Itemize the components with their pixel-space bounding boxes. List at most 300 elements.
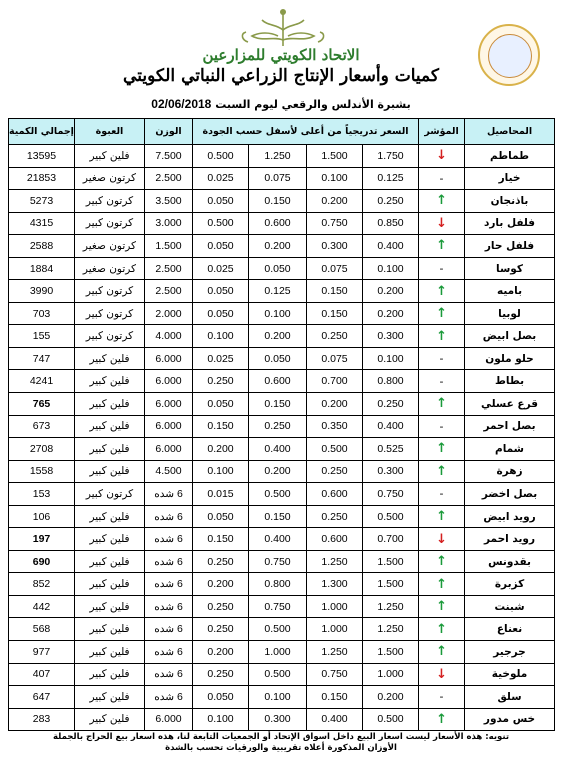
price-value: 0.050 [193,235,249,258]
price-value: 0.100 [249,302,307,325]
trend-indicator [419,550,465,573]
table-row [9,325,555,348]
price-value: 0.800 [363,370,419,393]
price-value: 0.150 [249,190,307,213]
product-name: لوبيا [465,302,555,325]
table-row [9,302,555,325]
price-value: 1.500 [307,145,363,168]
arrow-down-icon: ↓ [436,148,447,164]
subtitle-text: بشبرة الأندلس والرقعي ليوم السبت [215,98,411,111]
table-row [9,573,555,596]
package-type: كرتون كبير [75,212,145,235]
price-value: 0.300 [363,325,419,348]
price-value: 0.800 [249,573,307,596]
price-value: 0.125 [249,280,307,303]
product-name: سلق [465,686,555,709]
weight-value: 2.000 [145,302,193,325]
total-quantity: 5273 [9,190,75,213]
trend-indicator [419,618,465,641]
price-value: 1.500 [363,550,419,573]
total-quantity: 852 [9,573,75,596]
price-value: 0.750 [307,663,363,686]
trend-indicator [419,212,465,235]
table-row [9,641,555,664]
product-name: نعناع [465,618,555,641]
trend-indicator [419,280,465,303]
table-row [9,483,555,506]
product-name: فلفل بارد [465,212,555,235]
price-value: 0.750 [249,595,307,618]
price-value: 1.250 [249,145,307,168]
trend-indicator [419,438,465,461]
product-name: بصل احمر [465,415,555,438]
table-row [9,618,555,641]
total-quantity: 673 [9,415,75,438]
dash-icon: - [439,171,444,185]
total-quantity: 3990 [9,280,75,303]
weight-value: 6 شده [145,595,193,618]
price-value: 0.700 [363,528,419,551]
price-value: 0.250 [307,460,363,483]
total-quantity: 283 [9,708,75,731]
package-type: كرتون كبير [75,280,145,303]
package-type: فلين كبير [75,393,145,416]
weight-value: 6 شده [145,550,193,573]
table-row [9,550,555,573]
table-row [9,393,555,416]
package-type: فلين كبير [75,460,145,483]
table-row [9,438,555,461]
price-value: 1.750 [363,145,419,168]
weight-value: 7.500 [145,145,193,168]
price-value: 0.850 [363,212,419,235]
table-row [9,505,555,528]
price-value: 0.100 [249,686,307,709]
arrow-down-icon: ↓ [436,666,447,682]
price-value: 0.300 [307,235,363,258]
total-quantity: 442 [9,595,75,618]
package-type: كرتون كبير [75,302,145,325]
arrow-up-icon: ↑ [436,711,447,727]
price-value: 1.000 [249,641,307,664]
weight-value: 6 شده [145,505,193,528]
price-value: 0.100 [307,167,363,190]
arrow-up-icon: ↑ [436,644,447,660]
price-value: 1.000 [307,595,363,618]
price-value: 0.300 [249,708,307,731]
total-quantity: 4315 [9,212,75,235]
price-value: 1.000 [363,663,419,686]
price-value: 0.500 [249,663,307,686]
trend-indicator [419,483,465,506]
price-value: 0.015 [193,483,249,506]
arrow-down-icon: ↓ [436,531,447,547]
note-line-1: تنويه: هذه الأسعار ليست اسعار البيع داخل اسواق الإتحاد أو الجمعيات التابعة لنا، هذه اسعار بيع الحراج بالجملة [52,732,510,742]
col-total: إجمالي الكمية [9,119,75,145]
table-row [9,145,555,168]
price-value: 0.150 [307,280,363,303]
price-value: 0.500 [363,505,419,528]
table-row [9,663,555,686]
trend-indicator [419,460,465,483]
price-value: 0.250 [193,618,249,641]
weight-value: 6 شده [145,641,193,664]
product-name: شبنت [465,595,555,618]
price-value: 0.250 [193,370,249,393]
price-value: 0.200 [307,393,363,416]
trend-indicator [419,325,465,348]
trend-indicator [419,257,465,280]
price-value: 0.150 [193,415,249,438]
table-row [9,347,555,370]
trend-indicator [419,235,465,258]
product-name: كوسا [465,257,555,280]
price-value: 0.500 [249,483,307,506]
weight-value: 1.500 [145,235,193,258]
total-quantity: 13595 [9,145,75,168]
total-quantity: 647 [9,686,75,709]
package-type: كرتون كبير [75,190,145,213]
arrow-up-icon: ↑ [436,621,447,637]
product-name: زهرة [465,460,555,483]
table-header-row [9,119,555,145]
weight-value: 6 شده [145,483,193,506]
total-quantity: 703 [9,302,75,325]
price-value: 0.200 [249,235,307,258]
price-value: 1.250 [363,618,419,641]
price-value: 0.200 [249,460,307,483]
trend-indicator [419,347,465,370]
total-quantity: 690 [9,550,75,573]
trend-indicator [419,302,465,325]
price-value: 0.100 [193,325,249,348]
weight-value: 6.000 [145,347,193,370]
price-value: 0.200 [193,438,249,461]
price-value: 0.100 [193,708,249,731]
package-type: فلين كبير [75,573,145,596]
table-row [9,212,555,235]
product-name: خيار [465,167,555,190]
arrow-up-icon: ↑ [436,441,447,457]
package-type: كرتون كبير [75,325,145,348]
price-value: 0.750 [363,483,419,506]
price-value: 0.075 [307,347,363,370]
price-value: 0.050 [193,393,249,416]
report-subtitle [0,97,562,111]
product-name: بصل ابيض [465,325,555,348]
report-date: 02/06/2018 [151,97,212,111]
package-type: فلين كبير [75,618,145,641]
price-value: 1.500 [363,641,419,664]
dash-icon: - [439,419,444,433]
total-quantity: 765 [9,393,75,416]
price-value: 0.025 [193,347,249,370]
product-name: رويد ابيض [465,505,555,528]
price-value: 0.400 [249,438,307,461]
product-name: قرع عسلي [465,393,555,416]
union-name: الاتحاد الكويتي للمزارعين [202,46,360,64]
total-quantity: 106 [9,505,75,528]
price-value: 0.400 [307,708,363,731]
price-value: 0.050 [193,686,249,709]
trend-indicator [419,145,465,168]
col-package: العبوة [75,119,145,145]
price-value: 0.250 [363,393,419,416]
price-value: 0.150 [193,528,249,551]
arrow-up-icon: ↑ [436,599,447,615]
table-row [9,167,555,190]
package-type: كرتون صغير [75,167,145,190]
note-line-2: الأوزان المذكورة أعلاه تقريبية والورقيات تحسب بالشدة [165,743,397,753]
table-row [9,190,555,213]
weight-value: 6 شده [145,618,193,641]
price-value: 0.200 [193,641,249,664]
table-row [9,235,555,258]
price-value: 0.200 [249,325,307,348]
price-value: 1.250 [307,641,363,664]
weight-value: 6 شده [145,573,193,596]
price-value: 0.200 [193,573,249,596]
weight-value: 2.500 [145,280,193,303]
table-row [9,686,555,709]
total-quantity: 747 [9,347,75,370]
price-value: 0.500 [193,145,249,168]
table-row [9,257,555,280]
product-name: كزبرة [465,573,555,596]
arrow-up-icon: ↑ [436,463,447,479]
arrow-up-icon: ↑ [436,283,447,299]
product-name: ملوخية [465,663,555,686]
product-name: بطاط [465,370,555,393]
price-value: 0.150 [249,505,307,528]
weight-value: 3.000 [145,212,193,235]
price-value: 0.250 [193,663,249,686]
price-value: 0.050 [193,190,249,213]
price-value: 0.250 [249,415,307,438]
package-type: فلين كبير [75,663,145,686]
report-header [0,0,562,120]
arrow-up-icon: ↑ [436,554,447,570]
trend-indicator [419,393,465,416]
dash-icon: - [439,374,444,388]
price-value: 0.100 [363,347,419,370]
price-value: 0.100 [363,257,419,280]
package-type: فلين كبير [75,505,145,528]
table-row [9,370,555,393]
weight-value: 4.500 [145,460,193,483]
package-type: كرتون كبير [75,483,145,506]
total-quantity: 2588 [9,235,75,258]
product-name: جرجير [465,641,555,664]
package-type: فلين كبير [75,438,145,461]
col-price: السعر تدريجياً من أعلى لأسفل حسب الجودة [193,119,419,145]
arrow-up-icon: ↑ [436,509,447,525]
total-quantity: 197 [9,528,75,551]
weight-value: 2.500 [145,257,193,280]
trend-indicator [419,708,465,731]
total-quantity: 153 [9,483,75,506]
product-name: خس مدور [465,708,555,731]
weight-value: 6.000 [145,393,193,416]
trend-indicator [419,190,465,213]
footer-note [8,732,554,754]
price-value: 0.050 [249,347,307,370]
price-value: 0.200 [363,302,419,325]
trend-indicator [419,595,465,618]
package-type: فلين كبير [75,686,145,709]
product-name: بقدونس [465,550,555,573]
price-value: 0.600 [249,370,307,393]
weight-value: 6 شده [145,686,193,709]
price-value: 1.250 [307,550,363,573]
package-type: فلين كبير [75,595,145,618]
price-value: 0.200 [363,686,419,709]
package-type: فلين كبير [75,145,145,168]
price-value: 0.100 [193,460,249,483]
total-quantity: 407 [9,663,75,686]
table-row [9,415,555,438]
package-type: فلين كبير [75,708,145,731]
price-value: 0.250 [193,595,249,618]
weight-value: 6.000 [145,438,193,461]
package-type: فلين كبير [75,415,145,438]
package-type: فلين كبير [75,370,145,393]
package-type: كرتون صغير [75,257,145,280]
trend-indicator [419,167,465,190]
weight-value: 6 شده [145,663,193,686]
table-row [9,595,555,618]
weight-value: 6.000 [145,415,193,438]
price-value: 0.250 [363,190,419,213]
package-type: فلين كبير [75,347,145,370]
price-value: 0.150 [307,302,363,325]
arrow-up-icon: ↑ [436,328,447,344]
trend-indicator [419,663,465,686]
package-type: كرتون صغير [75,235,145,258]
price-value: 0.025 [193,257,249,280]
price-value: 0.500 [363,708,419,731]
price-value: 0.200 [307,190,363,213]
price-value: 0.600 [249,212,307,235]
total-quantity: 155 [9,325,75,348]
dash-icon: - [439,690,444,704]
product-name: بصل اخضر [465,483,555,506]
dash-icon: - [439,487,444,501]
price-value: 0.600 [307,483,363,506]
col-indicator: المؤشر [419,119,465,145]
weight-value: 6.000 [145,708,193,731]
price-value: 0.400 [363,235,419,258]
price-value: 0.200 [363,280,419,303]
price-value: 0.525 [363,438,419,461]
product-name: باذنجان [465,190,555,213]
price-value: 0.050 [193,302,249,325]
product-name: فلفل حار [465,235,555,258]
price-value: 1.000 [307,618,363,641]
price-value: 0.250 [307,505,363,528]
total-quantity: 1558 [9,460,75,483]
price-value: 0.700 [307,370,363,393]
dash-icon: - [439,262,444,275]
trend-indicator [419,370,465,393]
floral-ornament-icon [238,6,328,50]
package-type: فلين كبير [75,641,145,664]
total-quantity: 2708 [9,438,75,461]
weight-value: 6 شده [145,528,193,551]
product-name: طماطم [465,145,555,168]
price-value: 0.125 [363,167,419,190]
price-value: 0.250 [193,550,249,573]
arrow-up-icon: ↑ [436,193,447,209]
price-table [8,118,555,731]
trend-indicator [419,641,465,664]
price-value: 0.500 [193,212,249,235]
price-value: 1.500 [363,573,419,596]
total-quantity: 4241 [9,370,75,393]
trend-indicator [419,686,465,709]
trend-indicator [419,528,465,551]
trend-indicator [419,505,465,528]
table-row [9,528,555,551]
price-value: 1.300 [307,573,363,596]
total-quantity: 21853 [9,167,75,190]
price-value: 0.025 [193,167,249,190]
price-value: 0.400 [249,528,307,551]
trend-indicator [419,573,465,596]
table-row [9,280,555,303]
product-name: باميه [465,280,555,303]
price-value: 0.400 [363,415,419,438]
price-value: 0.050 [193,280,249,303]
page-title: كميات وأسعار الإنتاج الزراعي النباتي الكويتي [123,66,439,86]
weight-value: 2.500 [145,167,193,190]
price-value: 0.750 [249,550,307,573]
price-value: 0.150 [249,393,307,416]
price-value: 0.500 [249,618,307,641]
col-weight: الوزن [145,119,193,145]
product-name: شمام [465,438,555,461]
arrow-down-icon: ↓ [436,215,447,231]
price-value: 1.250 [363,595,419,618]
total-quantity: 1884 [9,257,75,280]
price-value: 0.600 [307,528,363,551]
price-value: 0.050 [249,257,307,280]
price-value: 0.250 [307,325,363,348]
package-type: فلين كبير [75,528,145,551]
package-type: فلين كبير [75,550,145,573]
price-value: 0.500 [307,438,363,461]
price-value: 0.075 [307,257,363,280]
price-value: 0.750 [307,212,363,235]
total-quantity: 977 [9,641,75,664]
weight-value: 3.500 [145,190,193,213]
product-name: رويد احمر [465,528,555,551]
price-value: 0.050 [193,505,249,528]
weight-value: 4.000 [145,325,193,348]
price-value: 0.300 [363,460,419,483]
table-row [9,708,555,731]
weight-value: 6.000 [145,370,193,393]
arrow-up-icon: ↑ [436,238,447,254]
trend-indicator [419,415,465,438]
arrow-up-icon: ↑ [436,396,447,412]
dash-icon: - [439,352,444,366]
product-name: حلو ملون [465,347,555,370]
total-quantity: 568 [9,618,75,641]
arrow-up-icon: ↑ [436,306,447,322]
price-value: 0.075 [249,167,307,190]
arrow-up-icon: ↑ [436,576,447,592]
